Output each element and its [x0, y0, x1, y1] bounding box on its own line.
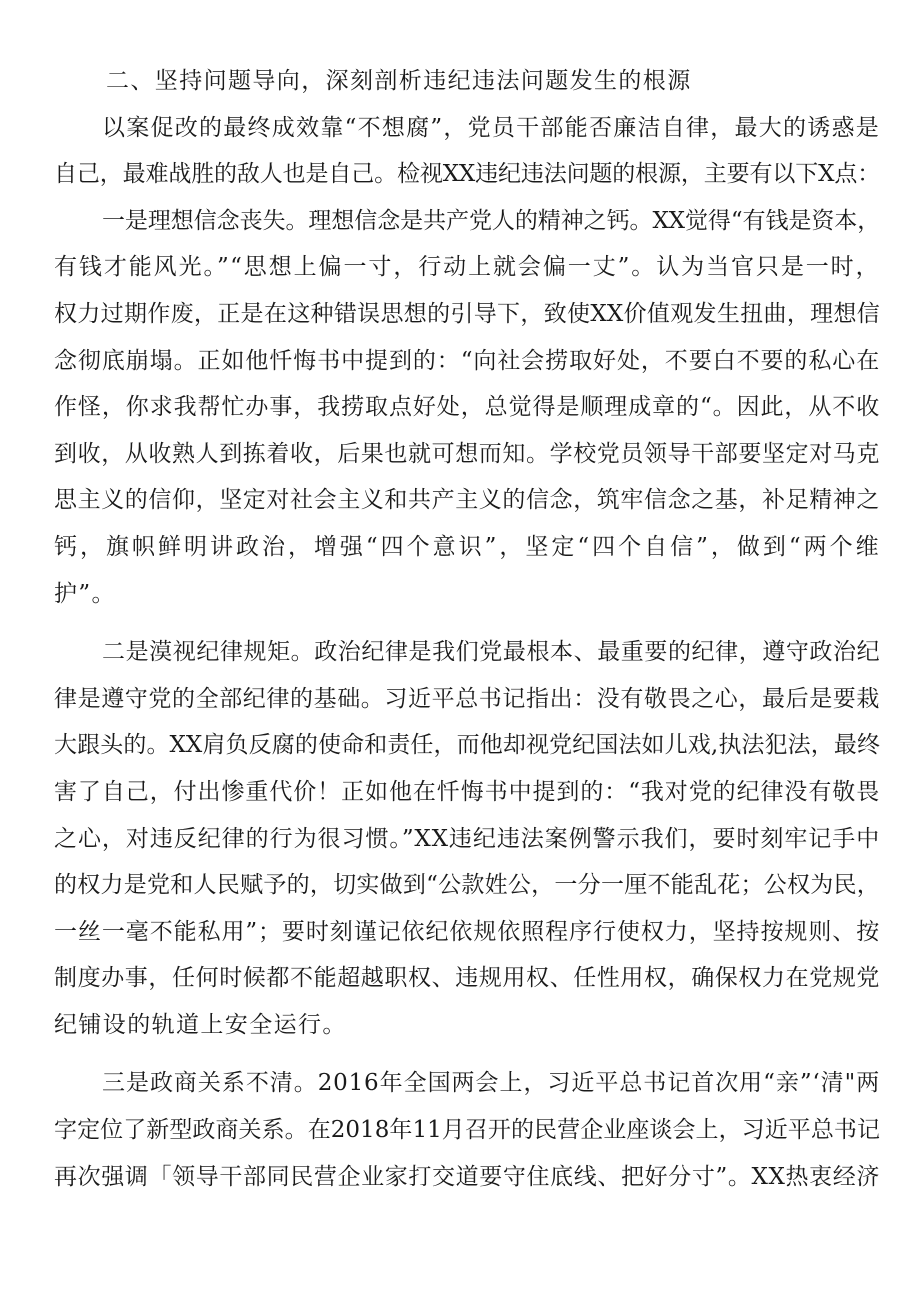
paragraph-line: 钙，旗帜鲜明讲政治，增强“四个意识”，坚定“四个自信”，做到“两个维 [54, 533, 880, 560]
paragraph-line: 有钱才能风光。”“思想上偏一寸，行动上就会偏一丈”。认为当官只是一时， [54, 254, 880, 281]
paragraph-intro [54, 105, 880, 198]
document-body [54, 58, 880, 1200]
paragraph-line: 自己，最难战胜的敌人也是自己。检视XX违纪违法问题的根源，主要有以下X点： [54, 161, 880, 188]
paragraph-line: 念彻底崩塌。正如他忏悔书中提到的：“向社会捞取好处，不要白不要的私心在 [54, 347, 880, 374]
paragraph-line: 的权力是党和人民赋予的，切实做到“公款姓公，一分一厘不能乱花；公权为民， [54, 872, 880, 899]
paragraph-line: 作怪，你求我帮忙办事，我捞取点好处，总觉得是顺理成章的“。因此，从不收 [54, 394, 880, 421]
paragraph-line: 思主义的信仰，坚定对社会主义和共产主义的信念，筑牢信念之基，补足精神之 [54, 487, 880, 514]
paragraph-business-relations [54, 1060, 880, 1200]
paragraph-line: 再次强调「领导干部同民营企业家打交道要守住底线、把好分寸”。XX热衷经济 [54, 1163, 880, 1190]
paragraph-discipline [54, 629, 880, 1048]
paragraph-line: 三是政商关系不清。2016年全国两会上，习近平总书记首次用“亲”‘清"两 [102, 1070, 880, 1097]
section-heading: 二、坚持问题导向，深刻剖析违纪违法问题发生的根源 [106, 68, 692, 94]
paragraph-ideals [54, 198, 880, 617]
paragraph-line: 之心，对违反纪律的行为很习惯。”XX违纪违法案例警示我们，要时刻牢记手中 [54, 825, 880, 852]
paragraph-line: 害了自己，付出惨重代价！正如他在忏悔书中提到的：“我对党的纪律没有敬畏 [54, 778, 880, 805]
paragraph-line: 护”。 [54, 580, 116, 607]
paragraph-line: 权力过期作废，正是在这种错误思想的引导下，致使XX价值观发生扭曲，理想信 [54, 300, 880, 327]
paragraph-line: 一是理想信念丧失。理想信念是共产党人的精神之钙。XX觉得“有钱是资本， [102, 207, 880, 234]
paragraph-line: 以案促改的最终成效靠“不想腐”，党员干部能否廉洁自律，最大的诱惑是 [102, 114, 880, 141]
paragraph-line: 二是漠视纪律规矩。政治纪律是我们党最根本、最重要的纪律，遵守政治纪 [102, 639, 880, 666]
paragraph-line: 制度办事，任何时候都不能超越职权、违规用权、任性用权，确保权力在党规党 [54, 965, 880, 992]
paragraph-line: 一丝一毫不能私用”；要时刻谨记依纪依规依照程序行使权力，坚持按规则、按 [54, 918, 880, 945]
paragraph-line: 律是遵守党的全部纪律的基础。习近平总书记指出：没有敬畏之心，最后是要栽 [54, 685, 880, 712]
paragraph-line: 字定位了新型政商关系。在2018年11月召开的民营企业座谈会上，习近平总书记 [54, 1117, 880, 1144]
paragraph-line: 纪铺设的轨道上安全运行。 [54, 1011, 347, 1038]
paragraph-line: 大跟头的。XX肩负反腐的使命和责任，而他却视党纪国法如儿戏,执法犯法，最终 [54, 732, 880, 759]
paragraph-line: 到收，从收熟人到拣着收，后果也就可想而知。学校党员领导干部要坚定对马克 [54, 440, 880, 467]
